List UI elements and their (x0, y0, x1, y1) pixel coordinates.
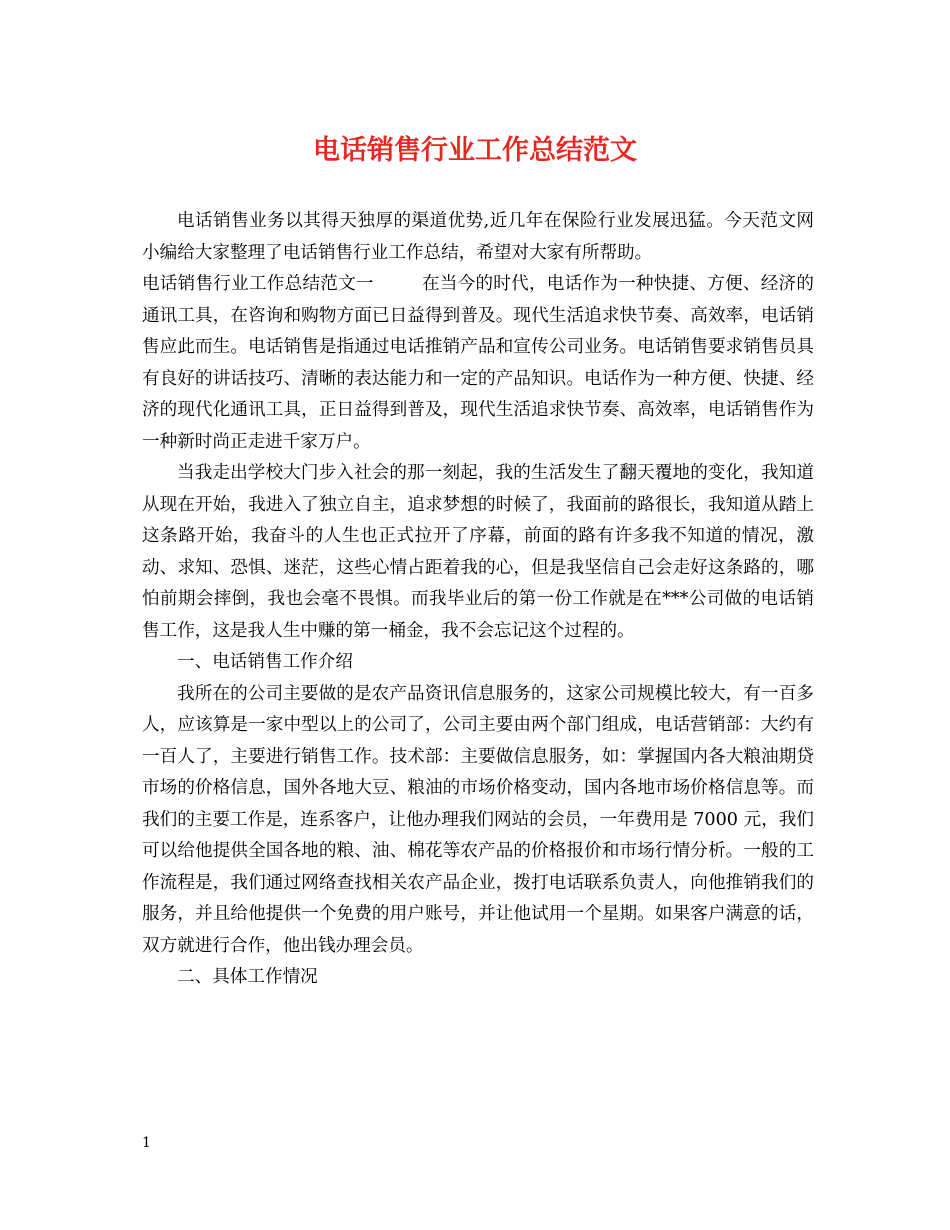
subtitle-paragraph (142, 269, 814, 458)
section-heading-2: 二、具体工作情况 (177, 967, 318, 987)
document-body (142, 206, 814, 994)
page-number: 1 (142, 1135, 151, 1151)
section-heading-1: 一、电话销售工作介绍 (177, 652, 353, 672)
body-paragraph-2: 当我走出学校大门步入社会的那一刻起，我的生活发生了翻天覆地的变化，我知道从现在开始，我进入了独立自主，追求梦想的时候了，我面前的路很长，我知道从踏上这条路开始，我奋斗的人生也正式拉开了序幕，前面的路有许多我不知道的情况，激动、求知、恐惧、迷茫，这些心情占距着我的心，但是我坚信自己会走好这条路的，哪怕前期会摔倒，我也会毫不畏惧。而我毕业后的第一份工作就是在***公司做的电话销售工作，这是我人生中赚的第一桶金，我不会忘记这个过程的。 (142, 463, 814, 641)
body-paragraph-1: 在当今的时代，电话作为一种快捷、方便、经济的通讯工具，在咨询和购物方面已日益得到普及。现代生活追求快节奏、高效率，电话销售应此而生。电话销售是指通过电话推销产品和宣传公司业务。电话销售要求销售员具有良好的讲话技巧、清晰的表达能力和一定的产品知识。电话作为一种方便、快捷、经济的现代化通讯工具，正日益得到普及，现代生活追求快节奏、高效率，电话销售作为一种新时尚正走进千家万户。 (142, 274, 814, 452)
body-paragraph-3: 我所在的公司主要做的是农产品资讯信息服务的，这家公司规模比较大，有一百多人，应该算是一家中型以上的公司了，公司主要由两个部门组成，电话营销部：大约有一百人了，主要进行销售工作。技术部：主要做信息服务，如：掌握国内各大粮油期贷市场的价格信息，国外各地大豆、粮油的市场价格变动，国内各地市场价格信息等。而我们的主要工作是，连系客户，让他办理我们网站的会员，一年费用是 7000 元，我们可以给他提供全国各地的粮、油、棉花等农产品的价格报价和市场行情分析。一般的工作流程是，我们通过网络查找相关农产品企业，拨打电话联系负责人，向他推销我们的服务，并且给他提供一个免费的用户账号，并让他试用一个星期。如果客户满意的话，双方就进行合作，他出钱办理会员。 (142, 683, 814, 956)
document-title: 电话销售行业工作总结范文 (313, 135, 637, 166)
section-subtitle: 电话销售行业工作总结范文一 (142, 274, 374, 294)
intro-paragraph: 电话销售业务以其得天独厚的渠道优势,近几年在保险行业发展迅猛。今天范文网小编给大家整理了电话销售行业工作总结，希望对大家有所帮助。 (142, 211, 814, 263)
